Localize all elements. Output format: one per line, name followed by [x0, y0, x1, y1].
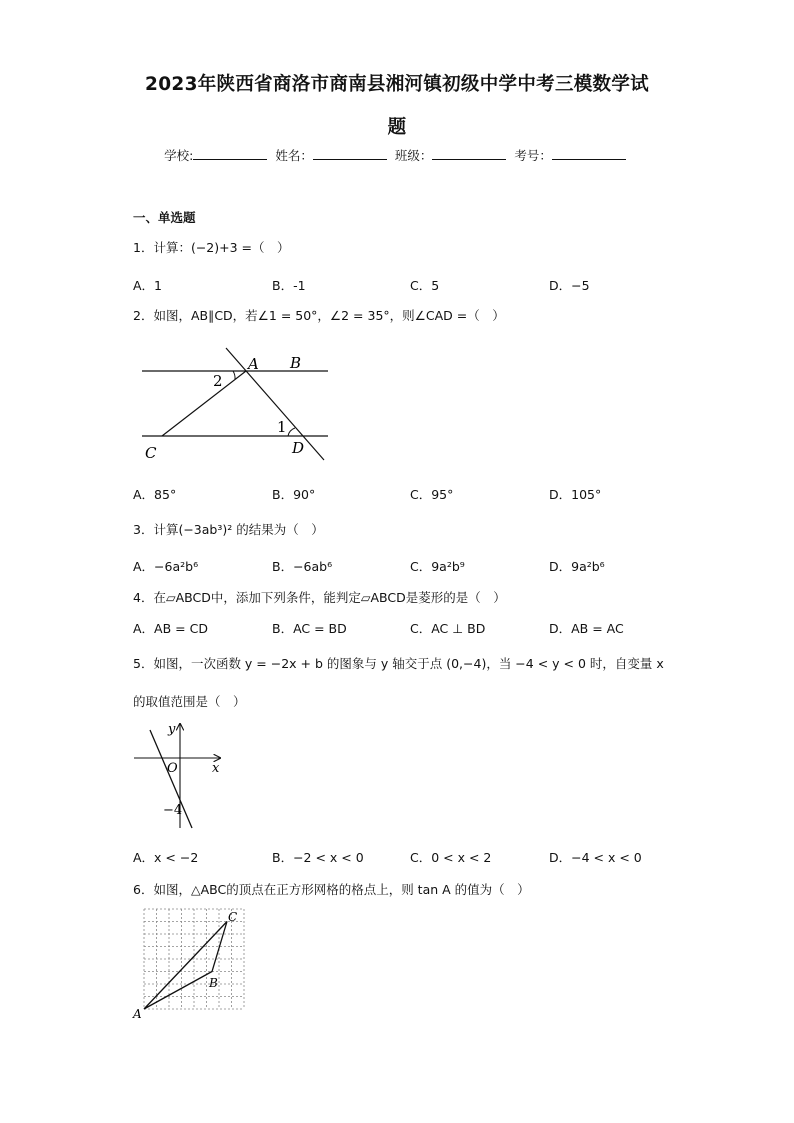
q3-option-d[interactable]: D．9a²b⁶ [549, 559, 605, 574]
q1-option-c[interactable]: C．5 [410, 278, 440, 293]
q6-stem: 6．如图，△ABC的顶点在正方形网格的格点上，则 tan A 的值为（ ） [133, 882, 530, 897]
label-d: D [292, 439, 305, 457]
label-b: B [209, 976, 218, 990]
label-x: x [212, 761, 220, 776]
q2-option-c[interactable]: C．95° [410, 487, 454, 502]
label-a: A [248, 355, 259, 373]
q4-stem: 4．在▱ABCD中，添加下列条件，能判定▱ABCD是菱形的是（ ） [133, 590, 506, 605]
label-angle-2: 2 [213, 372, 223, 390]
q5-stem-line2: 的取值范围是（ ） [133, 694, 246, 709]
name-blank[interactable] [313, 147, 387, 160]
label-angle-1: 1 [277, 418, 287, 436]
q4-option-a[interactable]: A．AB = CD [133, 621, 208, 636]
q4-option-b[interactable]: B．AC = BD [272, 621, 347, 636]
name-label: 姓名： [275, 148, 313, 163]
label-c: C [228, 910, 238, 924]
angle-1-arc [288, 428, 295, 436]
angle-2-arc [233, 371, 235, 379]
student-info-row [0, 146, 794, 164]
q2-option-b[interactable]: B．90° [272, 487, 316, 502]
label-b: B [290, 354, 302, 372]
exam-no-label: 考号： [514, 148, 552, 163]
q3-stem: 3．计算(−3ab³)² 的结果为（ ） [133, 522, 324, 537]
label-minus4: −4 [163, 803, 183, 818]
q2-figure [130, 340, 340, 465]
q2-stem: 2．如图，AB∥CD，若∠1 = 50°，∠2 = 35°，则∠CAD =（ ） [133, 308, 505, 323]
exam-title-line2: 题 [387, 117, 407, 138]
q5-graph [130, 720, 230, 835]
label-y: y [168, 722, 176, 737]
q1-stem: 1．计算：(−2)+3 =（ ） [133, 240, 290, 255]
q1-option-d[interactable]: D．−5 [549, 278, 590, 293]
q4-option-d[interactable]: D．AB = AC [549, 621, 624, 636]
exam-title-line1: 2023年陕西省商洛市商南县湘河镇初级中学中考三模数学试 [145, 74, 649, 95]
q5-option-c[interactable]: C．0 < x < 2 [410, 850, 492, 865]
q5-stem-line1: 5．如图，一次函数 y = −2x + b 的图象与 y 轴交于点 (0,−4)，当 −4 < y < 0 时，自变量 x [133, 656, 664, 671]
q3-option-a[interactable]: A．−6a²b⁶ [133, 559, 199, 574]
q5-option-d[interactable]: D．−4 < x < 0 [549, 850, 642, 865]
label-a: A [133, 1007, 142, 1020]
q6-grid-figure [130, 905, 250, 1020]
class-blank[interactable] [432, 147, 506, 160]
label-c: C [145, 444, 157, 462]
q4-option-c[interactable]: C．AC ⊥ BD [410, 621, 486, 636]
q1-option-a[interactable]: A．1 [133, 278, 163, 293]
q2-option-a[interactable]: A．85° [133, 487, 177, 502]
q5-option-b[interactable]: B．−2 < x < 0 [272, 850, 364, 865]
q3-option-c[interactable]: C．9a²b⁹ [410, 559, 465, 574]
class-label: 班级： [394, 148, 433, 163]
q1-option-b[interactable]: B．-1 [272, 278, 306, 293]
label-origin: O [167, 761, 178, 776]
transversal-ad [226, 348, 324, 460]
section-title: 一、单选题 [133, 210, 196, 225]
q3-option-b[interactable]: B．−6ab⁶ [272, 559, 333, 574]
school-blank[interactable] [193, 147, 267, 160]
q2-option-d[interactable]: D．105° [549, 487, 602, 502]
segment-ac [162, 371, 246, 436]
q5-option-a[interactable]: A．x < −2 [133, 850, 199, 865]
exam-no-blank[interactable] [552, 147, 626, 160]
school-label: 学校: [164, 148, 194, 163]
